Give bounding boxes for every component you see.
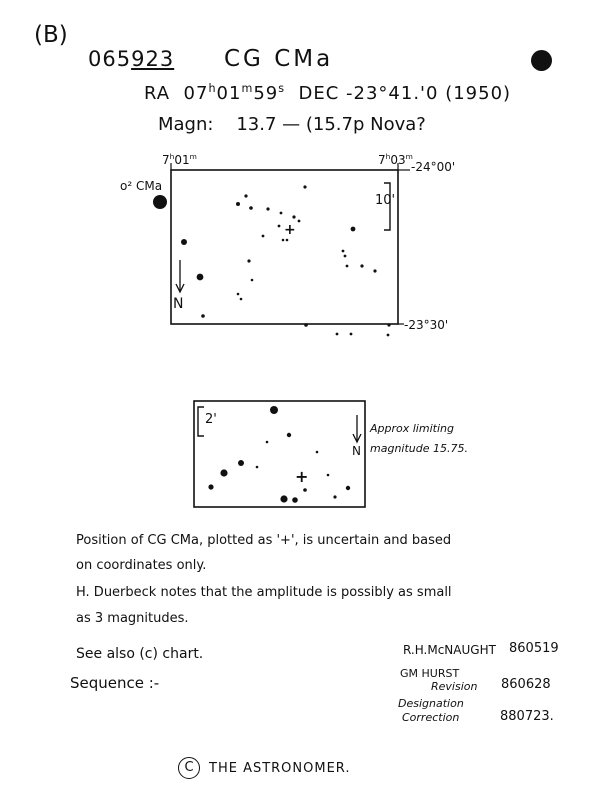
- detail-chart-stars: [208, 406, 350, 503]
- ra-right-label: 7$^h$03$^m$: [378, 152, 413, 167]
- star-name: CG CMa: [224, 46, 334, 72]
- credit-observer-name: R.H.McNAUGHT: [403, 643, 496, 657]
- ra-minutes: 01: [216, 83, 242, 104]
- dec-value: -23°41.'0: [346, 83, 439, 104]
- ra-left-label: 7$^h$01$^m$: [162, 152, 197, 167]
- credit-designation-name: Designation: [398, 697, 464, 710]
- ra-seconds: 59: [253, 83, 279, 104]
- detail-chart-frame: [194, 401, 365, 507]
- dec-top-label: -24°00': [411, 160, 456, 174]
- main-target-marker: +: [284, 222, 296, 238]
- section-label: (B): [34, 22, 68, 48]
- catalog-prefix: 065: [88, 47, 132, 71]
- ra-hours: 07: [183, 83, 209, 104]
- credit-revision-name: GM HURST: [400, 667, 460, 680]
- credit-observer-code: 860519: [509, 641, 559, 656]
- main-north-label: N: [173, 296, 184, 312]
- comparison-star-label: o² CMa: [120, 179, 163, 193]
- note-line-1: Position of CG CMa, plotted as '+', is uncertain and based: [76, 533, 452, 548]
- main-scale-bracket: [384, 183, 390, 230]
- magn-label: Magn:: [158, 114, 214, 135]
- detail-north-label: N: [352, 444, 361, 458]
- credit-designation-code: 880723.: [500, 709, 554, 724]
- see-also-note: See also (c) chart.: [76, 646, 204, 662]
- main-scale-label: 10': [375, 193, 396, 208]
- detail-scale-bracket: [198, 407, 204, 436]
- magn-value: 13.7 — (15.7p Nova?: [236, 114, 426, 135]
- credit-revision-code: 860628: [501, 677, 551, 692]
- dec-bottom-label: -23°30': [404, 318, 449, 332]
- epoch: (1950): [445, 83, 512, 104]
- detail-target-marker: +: [295, 467, 309, 486]
- publisher: THE ASTRONOMER.: [209, 761, 351, 776]
- comparison-star: [153, 195, 167, 209]
- detail-scale-label: 2': [205, 412, 217, 427]
- note-line-3: H. Duerbeck notes that the amplitude is possibly as small: [76, 585, 452, 600]
- copyright-symbol: C: [178, 757, 200, 779]
- catalog-underlined: 923: [131, 47, 175, 71]
- limiting-magnitude-note-line2: magnitude 15.75.: [370, 442, 468, 455]
- credit-designation-role: Correction: [402, 711, 460, 724]
- main-chart-frame: [171, 170, 398, 324]
- coordinates-line: RA 07$^h$01$^m$59$^s$ DEC -23°41.'0 (1950): [144, 82, 512, 104]
- dec-label: DEC: [298, 83, 340, 104]
- ra-label: RA: [144, 83, 171, 104]
- main-chart-stars: [181, 185, 391, 336]
- note-line-4: as 3 magnitudes.: [76, 611, 189, 626]
- sequence-label: Sequence :-: [70, 674, 160, 692]
- limiting-magnitude-note-line1: Approx limiting: [370, 422, 454, 435]
- credit-revision-role: Revision: [431, 680, 478, 693]
- note-line-2: on coordinates only.: [76, 558, 207, 573]
